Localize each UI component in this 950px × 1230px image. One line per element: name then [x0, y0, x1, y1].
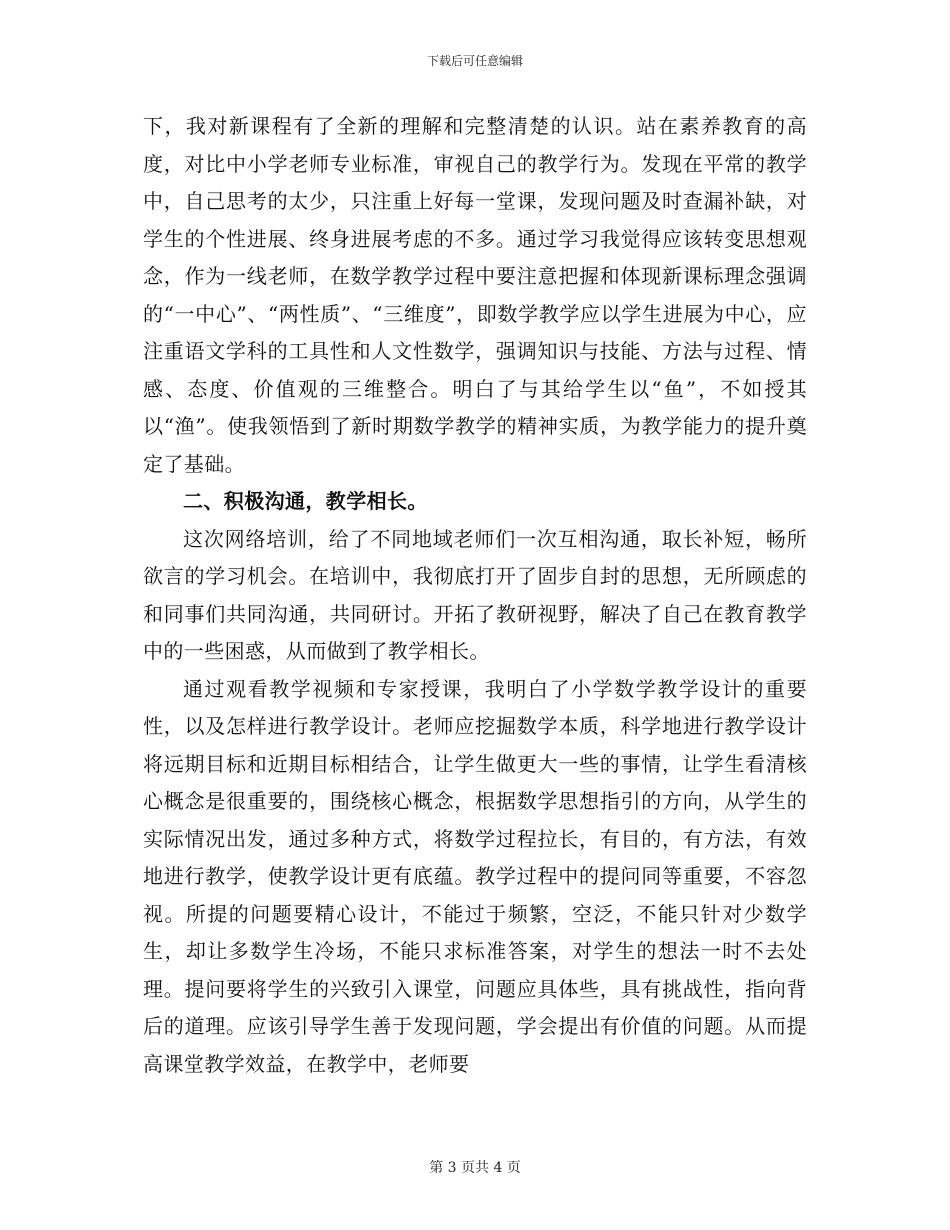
page-number: 第 3 页共 4 页	[429, 1160, 521, 1176]
paragraph-teaching-design: 通过观看教学视频和专家授课，我明白了小学数学教学设计的重要性，以及怎样进行教学设计。老师应挖掘数学本质，科学地进行教学设计将远期目标和近期目标相结合，让学生做更大一些的事情，让学生看清核心概念是很重要的，围绕核心概念，根据数学思想指引的方向，从学生的实际情况出发，通过多种方式，将数学过程拉长，有目的，有方法，有效地进行教学，使教学设计更有底蕴。教学过程中的提问同等重要，不容忽视。所提的问题要精心设计，不能过于频繁，空泛，不能只针对少数学生，却让多数学生冷场，不能只求标准答案，对学生的想法一时不去处理。提问要将学生的兴致引入课堂，问题应具体些，具有挑战性，指向背后的道理。应该引导学生善于发现问题，学会提出有价值的问题。从而提高课堂教学效益，在教学中，老师要	[143, 676, 807, 1076]
section-heading: 二、积极沟通，教学相长。	[183, 489, 428, 513]
paragraph-continued: 下，我对新课程有了全新的理解和完整清楚的认识。站在素养教育的高度，对比中小学老师专业标准，审视自己的教学行为。发现在平常的教学中，自己思考的太少，只注重上好每一堂课，发现问题及时查漏补缺，对学生的个性进展、终身进展考虑的不多。通过学习我觉得应该转变思想观念，作为一线老师，在数学教学过程中要注意把握和体现新课标理念强调的“一中心”、“两性质”、“三维度”，即数学教学应以学生进展为中心，应注重语文学科的工具性和人文性数学，强调知识与技能、方法与过程、情感、态度、价值观的三维整合。明白了与其给学生以“鱼”，不如授其以“渔”。使我领悟到了新时期数学教学的精神实质，为教学能力的提升奠定了基础。	[143, 114, 807, 476]
document-body	[143, 108, 807, 1083]
page-header: 下载后可任意编辑	[426, 54, 523, 68]
paragraph-online-training: 这次网络培训，给了不同地域老师们一次互相沟通，取长补短，畅所欲言的学习机会。在培训中，我彻底打开了固步自封的思想，无所顾虑的和同事们共同沟通，共同研讨。开拓了教研视野，解决了自己在教育教学中的一些困惑，从而做到了教学相长。	[143, 526, 807, 663]
